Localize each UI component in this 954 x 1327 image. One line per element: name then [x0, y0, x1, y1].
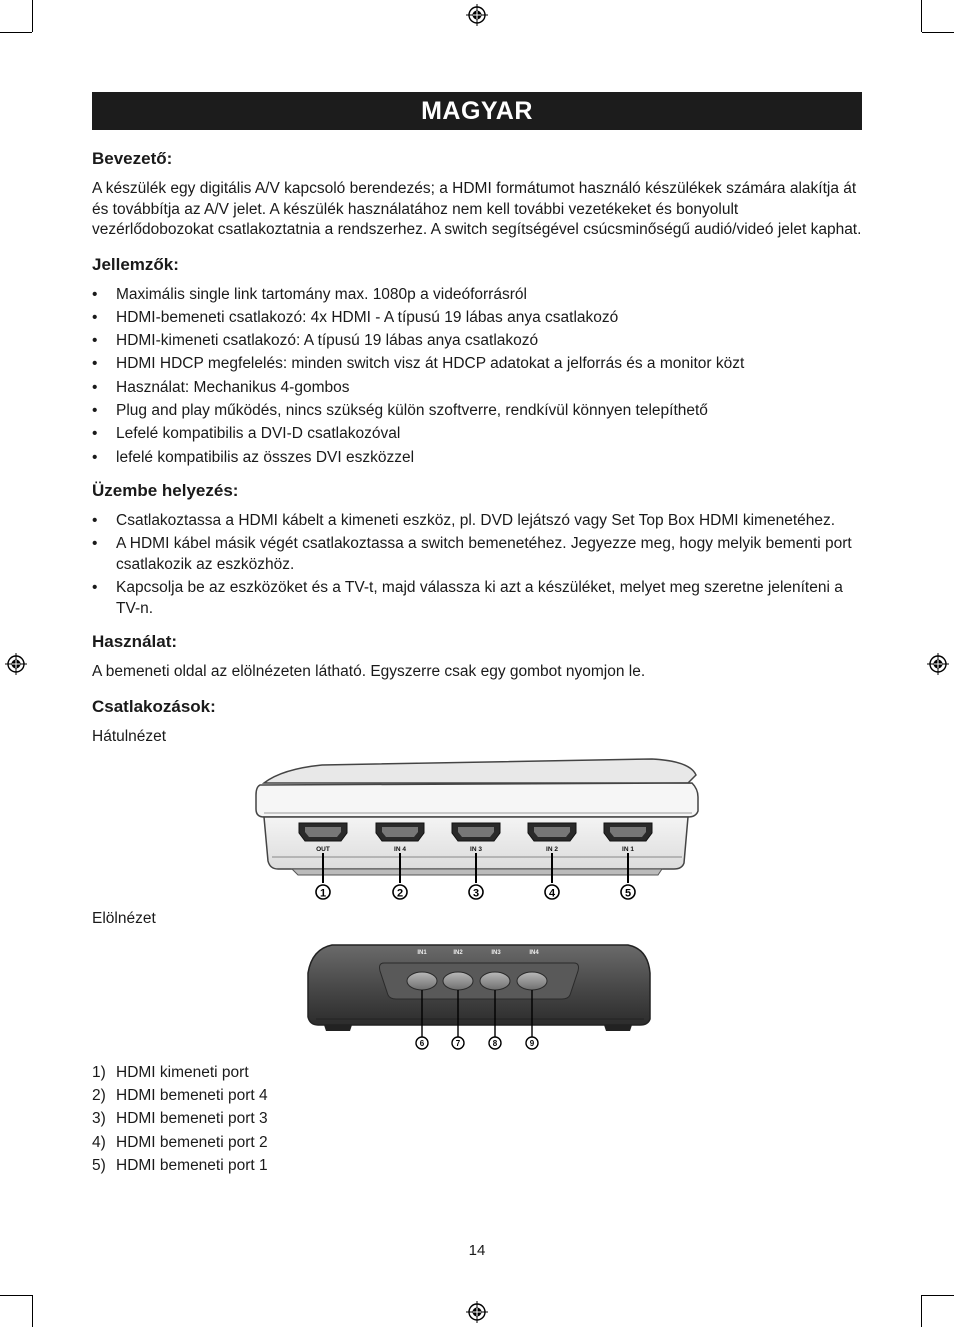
port-list [92, 1063, 862, 1177]
crop-mark-bottom-right-v [921, 1295, 922, 1327]
port-label: HDMI bemeneti port 4 [116, 1086, 268, 1104]
port-label: HDMI kimeneti port [116, 1063, 249, 1081]
crop-mark-top-left-v [32, 0, 33, 32]
port-label: OUT [316, 845, 330, 853]
list-item: • Kapcsolja be az eszközöket és a TV-t, majd válassza ki azt a készüléket, melyet meg szeretne jeleníteni a TV-n. [92, 578, 862, 619]
callout-number: 9 [529, 1038, 535, 1048]
setup-list [92, 511, 862, 619]
callout-number: 1 [319, 887, 327, 900]
button-label: IN3 [491, 949, 501, 956]
registration-mark-icon [466, 1301, 488, 1323]
list-item: • HDMI-bemeneti csatlakozó: 4x HDMI - A típusú 19 lábas anya csatlakozó [92, 308, 862, 329]
list-item [92, 1133, 862, 1154]
hdmi-port-icon [604, 823, 652, 841]
button-label: IN2 [453, 949, 463, 956]
port-label: IN 1 [622, 845, 634, 853]
callout-number: 3 [472, 887, 480, 900]
intro-text: A készülék egy digitális A/V kapcsoló berendezés; a HDMI formátumot használó készülékek számára alakítja át és továbbítja az A/V jelet. A készülék használatához nem kell további vezetékeket és bonyolult vezérlődobozokat csatlakoztatnia a rendszerhez. A switch segítségével csúcsminőségű audió/videó jelet kaphat. [92, 180, 862, 238]
callout-number: 4 [548, 887, 556, 900]
callout-number: 5 [624, 887, 632, 900]
button-label: IN1 [417, 949, 427, 956]
port-number: 3) [92, 1110, 106, 1128]
callout-number: 2 [396, 887, 404, 900]
setup-heading: Üzembe helyezés: [92, 481, 239, 501]
connections-heading: Csatlakozások: [92, 696, 216, 716]
rear-view-caption: Hátulnézet [92, 727, 167, 745]
list-item [92, 1156, 862, 1177]
features-heading: Jellemzők: [92, 254, 179, 274]
port-number: 2) [92, 1086, 106, 1104]
input-select-button-icon [480, 972, 510, 990]
list-item: • Használat: Mechanikus 4-gombos [92, 378, 862, 399]
port-number: 1) [92, 1063, 106, 1081]
crop-mark-bottom-left-h [0, 1295, 32, 1296]
page-number: 14 [468, 1242, 486, 1259]
registration-mark-icon [927, 653, 949, 675]
port-label: HDMI bemeneti port 3 [116, 1110, 268, 1128]
crop-mark-bottom-right-h [922, 1295, 954, 1296]
intro-heading: Bevezető: [92, 149, 173, 168]
features-list [92, 285, 862, 469]
list-item: • Maximális single link tartomány max. 1080p a videóforrásról [92, 285, 862, 306]
port-label: IN 2 [546, 845, 558, 853]
content [92, 148, 862, 1179]
registration-mark-icon [5, 653, 27, 675]
port-label: HDMI bemeneti port 2 [116, 1133, 268, 1151]
port-label: IN 4 [394, 845, 406, 853]
hdmi-port-icon [376, 823, 424, 841]
callout-number: 8 [492, 1038, 498, 1048]
list-item [92, 1109, 862, 1130]
usage-text: A bemeneti oldal az elölnézeten látható. Egyszerre csak egy gombot nyomjon le. [92, 663, 646, 681]
front-view-illustration [92, 933, 862, 1057]
port-label: HDMI bemeneti port 1 [116, 1156, 268, 1174]
list-item: • Lefelé kompatibilis a DVI-D csatlakozóval [92, 424, 862, 445]
port-number: 4) [92, 1133, 106, 1151]
crop-mark-bottom-left-v [32, 1295, 33, 1327]
input-select-button-icon [517, 972, 547, 990]
list-item [92, 1063, 862, 1084]
list-item: • Csatlakoztassa a HDMI kábelt a kimeneti eszköz, pl. DVD lejátszó vagy Set Top Box HDMI kimenetéhez. [92, 511, 862, 532]
callout-number: 6 [419, 1038, 425, 1048]
button-label: IN4 [529, 949, 539, 956]
list-item [92, 1086, 862, 1107]
list-item: • A HDMI kábel másik végét csatlakoztassa a switch bemenetéhez. Jegyezze meg, hogy melyik bementi port csatlakozik az eszközhöz. [92, 534, 862, 575]
callout-number: 7 [455, 1038, 461, 1048]
hdmi-port-icon [299, 823, 347, 841]
rear-view-illustration [92, 753, 862, 905]
list-item: • Plug and play működés, nincs szükség külön szoftverre, rendkívül könnyen telepíthető [92, 401, 862, 422]
crop-mark-top-right-h [922, 32, 954, 33]
hdmi-port-icon [528, 823, 576, 841]
port-number: 5) [92, 1156, 106, 1174]
list-item: • HDMI HDCP megfelelés: minden switch visz át HDCP adatokat a jelforrás és a monitor közt [92, 354, 862, 375]
port-label: IN 3 [470, 845, 482, 853]
front-view-caption: Elölnézet [92, 909, 156, 927]
crop-mark-top-left-h [0, 32, 32, 33]
list-item: • HDMI-kimeneti csatlakozó: A típusú 19 lábas anya csatlakozó [92, 331, 862, 352]
registration-mark-icon [466, 4, 488, 26]
language-banner: MAGYAR [92, 92, 862, 130]
list-item: • lefelé kompatibilis az összes DVI eszközzel [92, 448, 862, 469]
crop-mark-top-right-v [921, 0, 922, 32]
usage-heading: Használat: [92, 632, 178, 652]
input-select-button-icon [407, 972, 437, 990]
hdmi-port-icon [452, 823, 500, 841]
input-select-button-icon [443, 972, 473, 990]
